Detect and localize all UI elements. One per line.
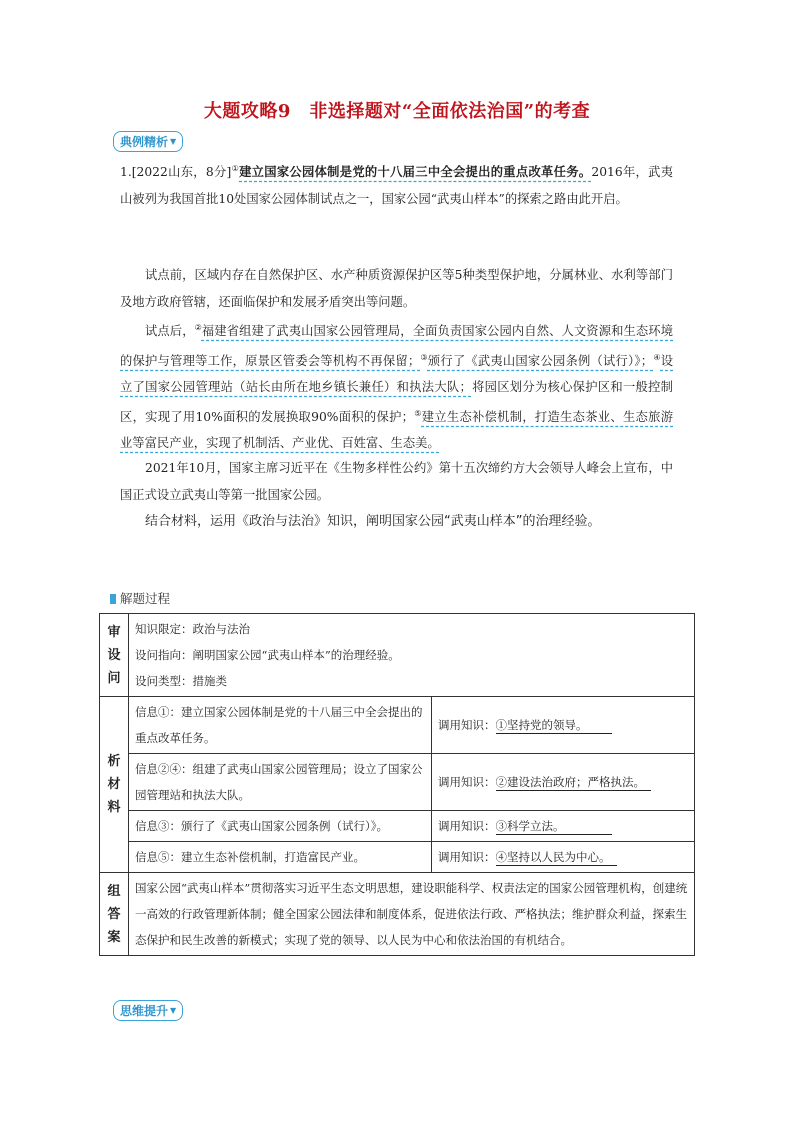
table-row (100, 697, 695, 754)
knowledge-label: 调用知识： (438, 717, 496, 732)
knowledge-answer: ②建设法治政府；严格执法。 (496, 774, 652, 791)
question-text-1b: 2016年，武夷山被列为我国首批10处国家公园体制试点之一，国家公园“武夷山样本”的探索之路由此开启。 (120, 165, 673, 206)
table-row (100, 614, 695, 697)
key-sentence-2: 福建省组建了武夷山国家公园管理局，全面负责国家公园内自然、人文资源和生态环境的保护与管理等工作，原景区管委会等机构不再保留； (120, 324, 673, 368)
ask-direction: 设问指向：阐明国家公园“武夷山样本”的治理经验。 (135, 648, 400, 662)
question-prompt: 结合材料，运用《政治与法治》知识，阐明国家公园“武夷山样本”的治理经验。 (145, 514, 601, 529)
paragraph-3-middle: 将园区划分为核心保护区和一般控制区，实现了用10%面积的发展换取90%面积的保护； (120, 380, 673, 424)
table-row (100, 811, 695, 842)
marker-3: ③ (420, 352, 428, 362)
row-heading-answer: 组答案 (100, 873, 129, 956)
key-sentence-3: 颁行了《武夷山国家公园条例（试行）》； (427, 353, 654, 368)
knowledge-cell (432, 697, 695, 754)
answer-cell: 国家公园“武夷山样本”贯彻落实习近平生态文明思想，建设职能科学、权责法定的国家公园管理机构，创建统一高效的行政管理新体制；健全国家公园法律和制度体系，促进依法行政、严格执法；维护群众利益，探索生态保护和民生改善的新模式；实现了党的领导、以人民为中心和依法治国的有机结合。 (129, 873, 695, 956)
marker-2: ② (194, 323, 202, 332)
ask-knowledge: 知识限定：政治与法治 (135, 622, 250, 636)
tag-arrow-icon: ▼ (170, 137, 177, 146)
knowledge-label: 调用知识： (438, 849, 496, 864)
info-cell: 信息②④：组建了武夷山国家公园管理局；设立了国家公园管理站和执法大队。 (129, 754, 432, 811)
table-row (100, 842, 695, 873)
example-tag (113, 131, 183, 152)
key-sentence-1: 建立国家公园体制是党的十八届三中全会提出的重点改革任务。 (239, 164, 592, 180)
knowledge-label: 调用知识： (438, 818, 496, 833)
thinking-tag-label: 思维提升 (120, 1004, 169, 1018)
question-paragraph-4: 2021年10月，国家主席习近平在《生物多样性公约》第十五次缔约方大会领导人峰会上宣布，中国正式设立武夷山等第一批国家公园。 (120, 461, 673, 502)
knowledge-answer: ③科学立法。 (496, 818, 612, 835)
section-heading (110, 589, 170, 607)
key-sentence-5: 建立生态补偿机制，打造生态茶业、生态旅游业等富民产业，实现了机制活、产业优、百姓富、生态美。 (120, 409, 674, 451)
solution-table (99, 613, 695, 956)
key-sentence-4: 设立了国家公园管理站（站长由所在地乡镇长兼任）和执法大队； (120, 353, 674, 395)
knowledge-cell (432, 842, 695, 873)
question-source: 1.[2022山东，8分] (120, 165, 232, 180)
info-cell: 信息③：颁行了《武夷山国家公园条例（试行）》。 (129, 811, 432, 842)
marker-5: ⑤ (413, 408, 422, 418)
table-row (100, 754, 695, 811)
page-title: 大题攻略9 非选择题对“全面依法治国”的考查 (203, 101, 591, 122)
info-cell: 信息⑤：建立生态补偿机制，打造富民产业。 (129, 842, 432, 873)
knowledge-cell (432, 754, 695, 811)
table-row (100, 873, 695, 956)
question-paragraph-3 (120, 315, 673, 457)
thinking-tag (113, 1000, 183, 1021)
question-paragraph-2: 试点前，区域内存在自然保护区、水产种质资源保护区等5种类型保护地，分属林业、水利等部门及地方政府管辖，还面临保护和发展矛盾突出等问题。 (120, 268, 673, 309)
info-cell: 信息①：建立国家公园体制是党的十八届三中全会提出的重点改革任务。 (129, 697, 432, 754)
knowledge-answer: ④坚持以人民为中心。 (496, 849, 617, 866)
marker-4: ④ (653, 352, 661, 362)
knowledge-label: 调用知识： (438, 774, 496, 789)
example-tag-label: 典例精析 (120, 135, 169, 149)
question-paragraph-1 (120, 156, 673, 212)
section-heading-label: 解题过程 (120, 591, 171, 606)
knowledge-cell (432, 811, 695, 842)
knowledge-answer: ①坚持党的领导。 (496, 717, 612, 734)
row-heading-ask: 审设问 (100, 614, 129, 697)
ask-cell (129, 614, 695, 697)
ask-type: 设问类型：措施类 (135, 674, 227, 688)
bullet-icon (110, 594, 116, 604)
marker-1: ① (231, 164, 240, 173)
tag-arrow-icon: ▼ (170, 1006, 177, 1015)
row-heading-analyze: 析材料 (100, 697, 129, 873)
paragraph-3-lead: 试点后， (145, 324, 195, 339)
